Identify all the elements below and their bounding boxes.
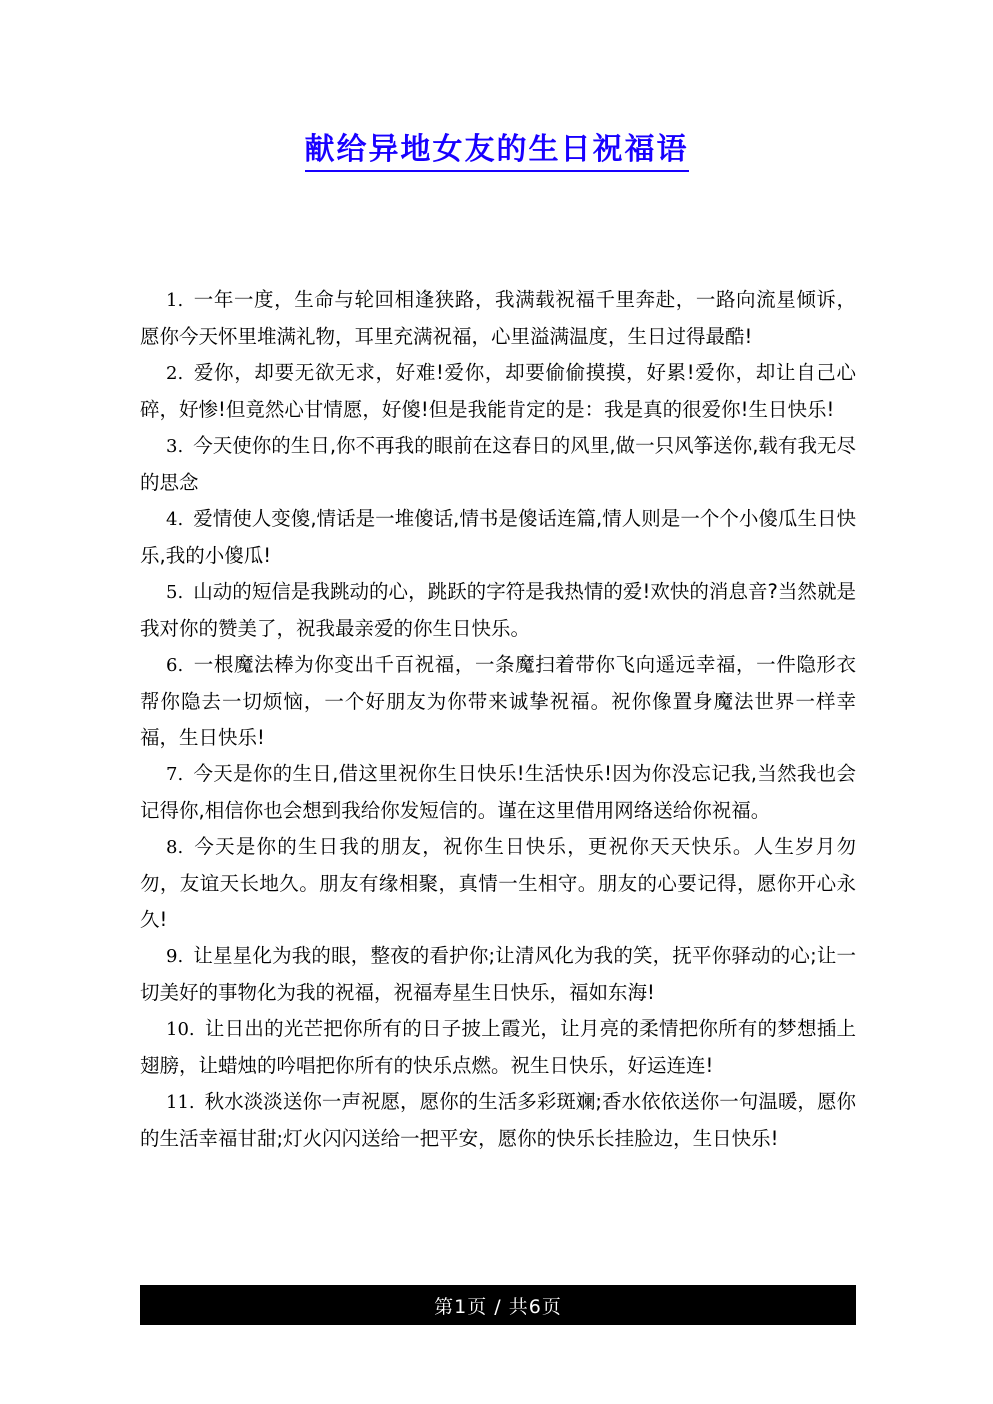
paragraph-number: 2. xyxy=(166,363,184,384)
paragraph-text: 山动的短信是我跳动的心，跳跃的字符是我热情的爱!欢快的消息音?当然就是我对你的赞美了，祝我最亲爱的你生日快乐。 xyxy=(140,580,856,640)
paragraph-number: 6. xyxy=(166,655,184,676)
paragraph-text: 秋水淡淡送你一声祝愿，愿你的生活多彩斑斓;香水依依送你一句温暖，愿你的生活幸福甘甜;灯火闪闪送给一把平安，愿你的快乐长挂脸边，生日快乐! xyxy=(140,1090,856,1150)
page-footer xyxy=(140,1285,856,1325)
paragraph-number: 1. xyxy=(166,290,184,311)
paragraph-text: 今天使你的生日,你不再我的眼前在这春日的风里,做一只风筝送你,载有我无尽的思念 xyxy=(140,434,856,494)
paragraph-number: 3. xyxy=(166,436,184,457)
paragraph-number: 9. xyxy=(166,946,184,967)
paragraph xyxy=(140,282,856,355)
paragraph-number: 4. xyxy=(166,509,184,530)
paragraph-text: 让日出的光芒把你所有的日子披上霞光，让月亮的柔情把你所有的梦想插上翅膀，让蜡烛的吟唱把你所有的快乐点燃。祝生日快乐，好运连连! xyxy=(140,1017,856,1077)
page-title xyxy=(0,124,993,168)
paragraph-text: 爱你，却要无欲无求，好难!爱你，却要偷偷摸摸，好累!爱你，却让自己心碎，好惨!但竟然心甘情愿，好傻!但是我能肯定的是：我是真的很爱你!生日快乐! xyxy=(140,361,856,421)
paragraph-number: 8. xyxy=(166,837,184,858)
paragraph-text: 今天是你的生日我的朋友，祝你生日快乐，更祝你天天快乐。人生岁月勿勿，友谊天长地久。朋友有缘相聚，真情一生相守。朋友的心要记得，愿你开心永久! xyxy=(140,835,856,931)
paragraph xyxy=(140,647,856,756)
page-title-text: 献给异地女友的生日祝福语 xyxy=(305,132,689,172)
paragraph-number: 5. xyxy=(166,582,184,603)
paragraph-text: 今天是你的生日,借这里祝你生日快乐!生活快乐!因为你没忘记我,当然我也会记得你,相信你也会想到我给你发短信的。谨在这里借用网络送给你祝福。 xyxy=(140,762,856,822)
paragraph xyxy=(140,938,856,1011)
page-number-label: 第1页 / 共6页 xyxy=(434,1295,562,1318)
paragraph xyxy=(140,501,856,574)
paragraph xyxy=(140,428,856,501)
paragraph xyxy=(140,829,856,938)
paragraph xyxy=(140,756,856,829)
paragraph xyxy=(140,574,856,647)
paragraph xyxy=(140,1084,856,1157)
paragraph xyxy=(140,1011,856,1084)
paragraph-text: 一年一度，生命与轮回相逢狭路，我满载祝福千里奔赴，一路向流星倾诉，愿你今天怀里堆满礼物，耳里充满祝福，心里溢满温度，生日过得最酷! xyxy=(140,288,856,348)
paragraph-number: 7. xyxy=(166,764,184,785)
paragraph-number: 11. xyxy=(166,1092,195,1113)
document-body xyxy=(140,282,856,1157)
paragraph-text: 让星星化为我的眼，整夜的看护你;让清风化为我的笑，抚平你驿动的心;让一切美好的事物化为我的祝福，祝福寿星生日快乐，福如东海! xyxy=(140,944,856,1004)
paragraph-number: 10. xyxy=(166,1019,195,1040)
paragraph xyxy=(140,355,856,428)
paragraph-text: 一根魔法棒为你变出千百祝福，一条魔扫着带你飞向遥远幸福，一件隐形衣帮你隐去一切烦恼，一个好朋友为你带来诚挚祝福。祝你像置身魔法世界一样幸福，生日快乐! xyxy=(140,653,856,749)
paragraph-text: 爱情使人变傻,情话是一堆傻话,情书是傻话连篇,情人则是一个个小傻瓜生日快乐,我的小傻瓜! xyxy=(140,507,856,567)
